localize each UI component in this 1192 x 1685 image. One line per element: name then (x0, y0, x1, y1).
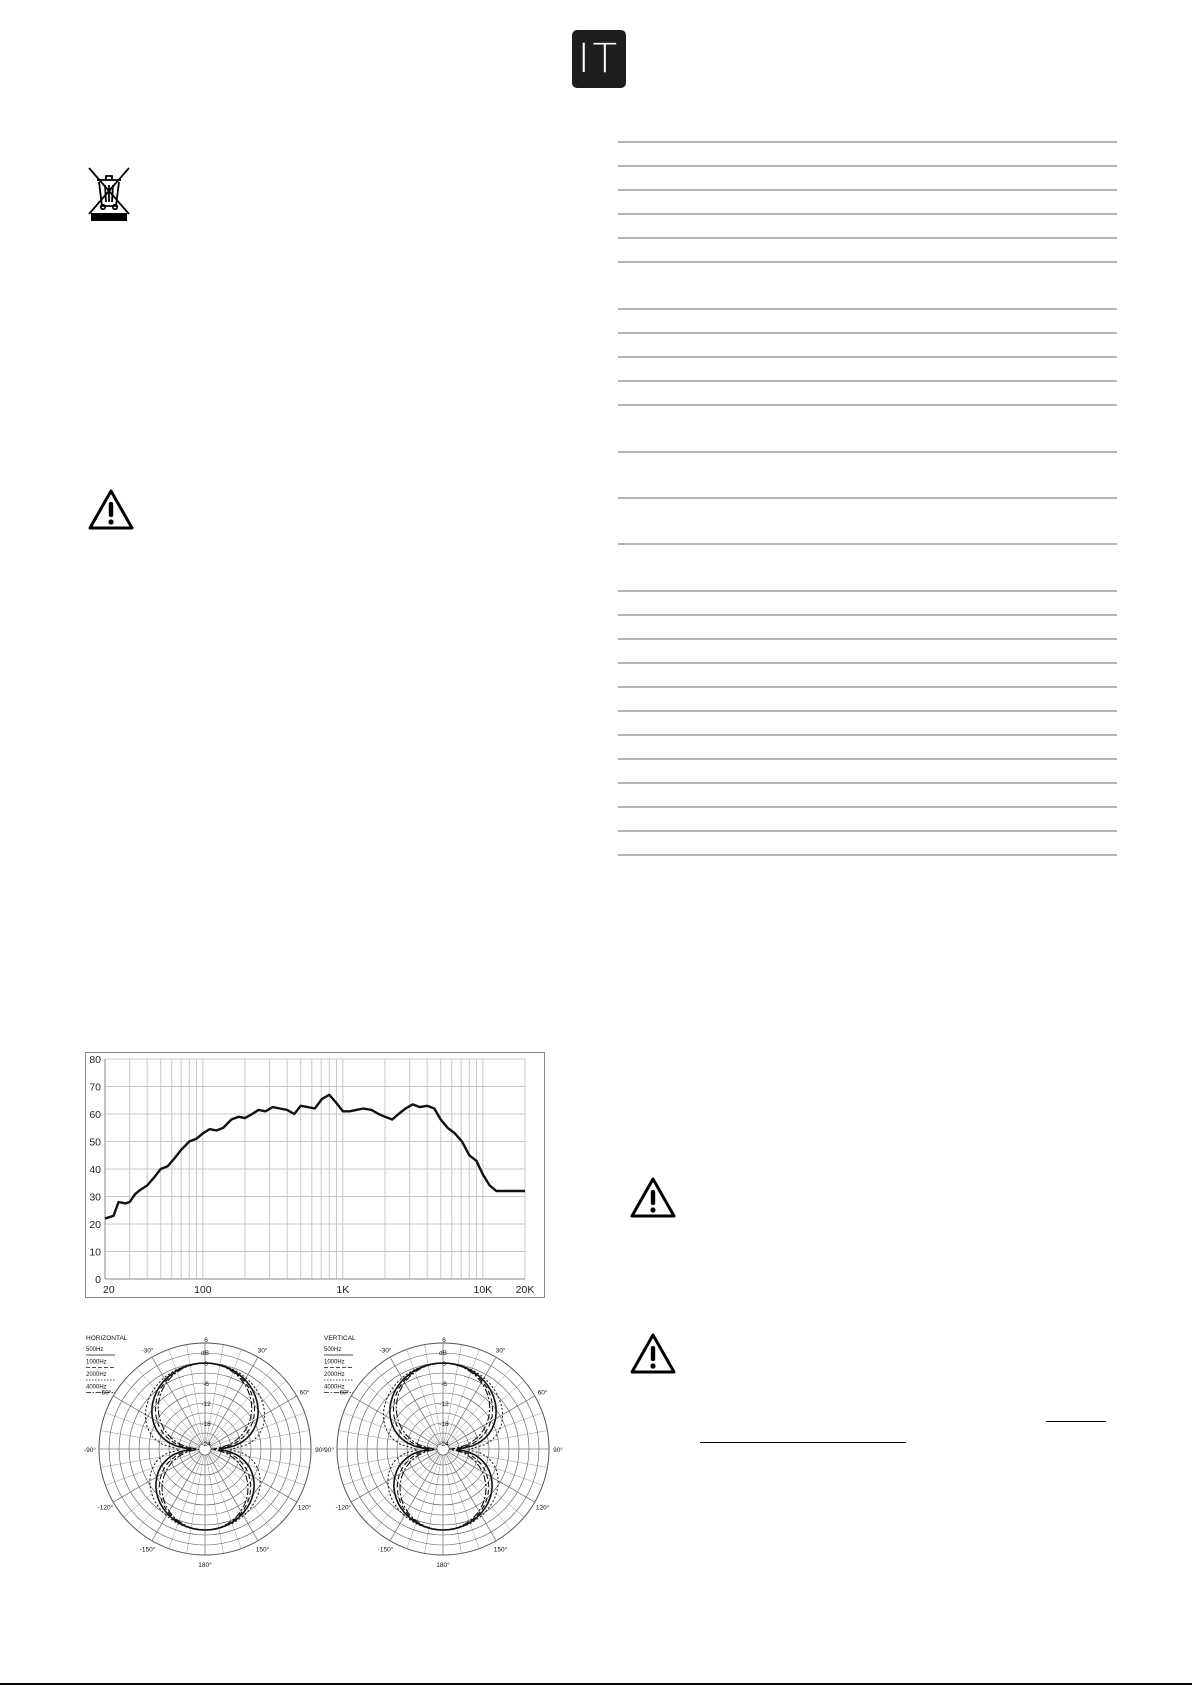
polar-angle-label: -120° (97, 1504, 114, 1512)
table-row-rule (618, 261, 1117, 263)
table-row-rule (618, 830, 1117, 832)
polar-angle-label: -30° (379, 1347, 392, 1355)
link-underline (1046, 1421, 1106, 1422)
x-tick-label: 20K (515, 1284, 535, 1296)
table-row-rule (618, 638, 1117, 640)
frequency-response-chart (85, 1052, 545, 1298)
link-underline (700, 1442, 906, 1443)
polar-angle-label: 180° (198, 1562, 212, 1569)
polar-angle-label: -30° (141, 1347, 154, 1355)
y-tick-label: 10 (89, 1246, 101, 1259)
x-tick-label: 20 (103, 1284, 115, 1296)
polar-angle-label: -60° (337, 1389, 350, 1397)
x-tick-label: 1K (336, 1284, 350, 1296)
x-tick-label: 10K (473, 1284, 493, 1296)
polar-plot-vertical (322, 1331, 563, 1569)
polar-angle-label: -90° (322, 1447, 334, 1454)
polar-legend-label: 1000Hz (86, 1359, 107, 1366)
table-row-rule (618, 189, 1117, 191)
polar-title: HORIZONTAL (86, 1335, 128, 1342)
polar-spoke (351, 1396, 438, 1446)
polar-angle-label: 90° (553, 1447, 563, 1454)
table-row-rule (618, 497, 1117, 499)
polar-angle-label: -150° (139, 1546, 156, 1554)
polar-angle-label: -150° (377, 1546, 394, 1554)
polar-radial-label: -24 (439, 1441, 449, 1448)
y-tick-label: 0 (95, 1274, 101, 1286)
polar-angle-label: 90° (315, 1447, 325, 1454)
polar-spoke (152, 1454, 202, 1541)
table-row-rule (618, 543, 1117, 545)
polar-spoke (375, 1454, 439, 1531)
polar-radial-label: 6 (204, 1337, 208, 1344)
polar-angle-label: -60° (99, 1389, 112, 1397)
polar-legend-label: 2000Hz (324, 1372, 345, 1378)
polar-angle-label: 60° (299, 1389, 310, 1397)
table-row-rule (618, 237, 1117, 239)
table-row-rule (618, 806, 1117, 808)
y-tick-label: 40 (89, 1164, 101, 1176)
y-tick-label: 50 (89, 1136, 101, 1149)
polar-legend-label: 4000Hz (324, 1384, 345, 1391)
polar-radial-label: 0 (442, 1361, 446, 1368)
warning-triangle-icon (629, 1176, 677, 1220)
table-row-rule (618, 590, 1117, 592)
polar-unit-label: dB (201, 1350, 209, 1357)
chart-frame (86, 1053, 545, 1298)
table-row-rule (618, 686, 1117, 688)
polar-spoke (448, 1396, 535, 1446)
polar-angle-label: 150° (493, 1546, 508, 1554)
table-row-rule (618, 165, 1117, 167)
table-row-rule (618, 308, 1117, 310)
polar-angle-label: 30° (257, 1347, 268, 1355)
polar-spoke (113, 1396, 200, 1446)
polar-plot-horizontal (84, 1331, 325, 1569)
table-row-rule (618, 662, 1117, 664)
polar-unit-label: dB (439, 1350, 447, 1357)
polar-spoke (208, 1454, 258, 1541)
language-badge: IT (572, 30, 626, 88)
polar-angle-label: 60° (537, 1389, 548, 1397)
polar-angle-label: 150° (255, 1546, 270, 1554)
polar-radial-label: 0 (204, 1361, 208, 1368)
polar-radial-label: -12 (439, 1401, 449, 1408)
polar-angle-label: 120° (297, 1504, 312, 1512)
table-row-rule (618, 380, 1117, 382)
y-tick-label: 60 (89, 1109, 101, 1121)
polar-legend-label: 1000Hz (324, 1359, 345, 1366)
crossed-out-bin-icon (86, 166, 132, 222)
polar-legend-label: 4000Hz (86, 1384, 107, 1391)
polar-angle-label: 120° (535, 1504, 550, 1512)
table-row-rule (618, 614, 1117, 616)
table-row-rule (618, 782, 1117, 784)
y-tick-label: 80 (89, 1054, 101, 1066)
polar-legend-label: 2000Hz (86, 1372, 107, 1378)
polar-radial-label: -12 (201, 1401, 211, 1408)
polar-legend-label: 500Hz (86, 1347, 104, 1353)
table-row-rule (618, 332, 1117, 334)
polar-legend-label: 500Hz (324, 1347, 342, 1353)
polar-angle-label: -90° (84, 1447, 96, 1454)
polar-radial-label: -18 (439, 1421, 449, 1428)
polar-angle-label: 180° (436, 1562, 450, 1569)
table-row-rule (618, 734, 1117, 736)
polar-spoke (210, 1396, 297, 1446)
table-row-rule (618, 356, 1117, 358)
polar-angle-label: -120° (335, 1504, 352, 1512)
table-row-rule (618, 758, 1117, 760)
table-row-rule (618, 710, 1117, 712)
polar-radial-label: -24 (201, 1441, 211, 1448)
polar-spoke (447, 1454, 511, 1531)
polar-radial-label: -6 (203, 1381, 209, 1388)
y-tick-label: 70 (89, 1081, 101, 1094)
polar-spoke (137, 1454, 201, 1531)
y-tick-label: 30 (89, 1191, 101, 1204)
polar-spoke (390, 1454, 440, 1541)
table-row-rule (618, 213, 1117, 215)
polar-radial-label: 6 (442, 1337, 446, 1344)
y-tick-label: 20 (89, 1219, 101, 1231)
x-tick-label: 100 (194, 1284, 212, 1296)
polar-spoke (209, 1454, 273, 1531)
table-row-rule (618, 141, 1117, 143)
warning-triangle-icon (629, 1332, 677, 1376)
table-row-rule (618, 854, 1117, 856)
warning-triangle-icon (87, 488, 135, 532)
polar-title: VERTICAL (324, 1335, 356, 1342)
table-row-rule (618, 451, 1117, 453)
polar-radial-label: -6 (441, 1381, 447, 1388)
table-row-rule (618, 404, 1117, 406)
polar-spoke (446, 1454, 496, 1541)
polar-radial-label: -18 (201, 1421, 211, 1428)
polar-angle-label: 30° (495, 1347, 506, 1355)
